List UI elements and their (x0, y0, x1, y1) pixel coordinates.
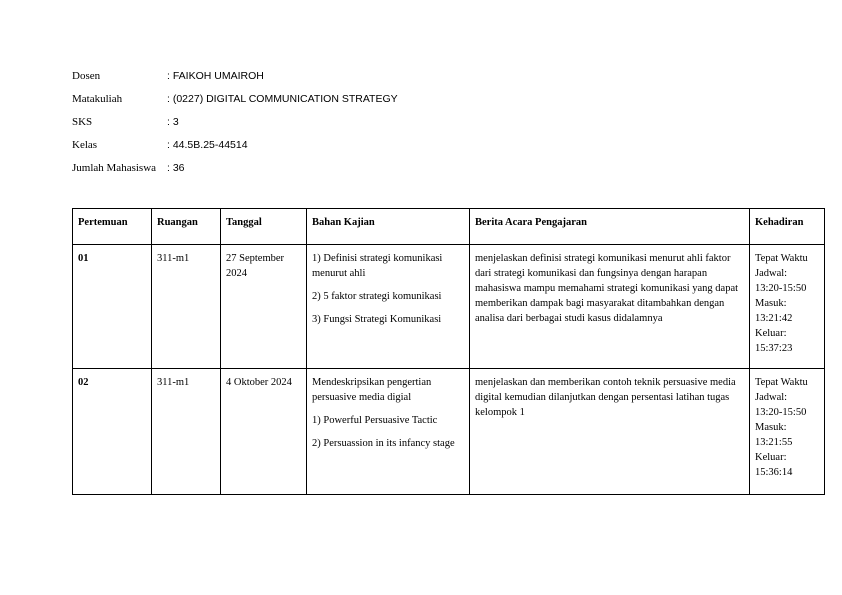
meta-row-dosen (72, 70, 398, 93)
cell-kehadiran (750, 245, 825, 369)
meta-row-sks (72, 116, 398, 139)
cell-ruangan: 311-m1 (152, 245, 221, 369)
header-tanggal: Tanggal (221, 209, 307, 245)
kehadiran-keluar-label: Keluar: (755, 452, 787, 463)
kehadiran-jadwal-value: 13:20-15:50 (755, 283, 807, 294)
table-row (73, 245, 825, 369)
cell-berita-acara: menjelaskan dan memberikan contoh teknik persuasive media digital kemudian dilanjutkan dengan persentasi latihan tugas kelompok 1 (470, 369, 750, 495)
meta-row-kelas (72, 139, 398, 162)
kehadiran-masuk-value: 13:21:42 (755, 313, 793, 324)
cell-pertemuan: 02 (73, 369, 152, 495)
cell-pertemuan: 01 (73, 245, 152, 369)
kehadiran-keluar-label: Keluar: (755, 328, 787, 339)
jumlah-label: Jumlah Mahasiswa (72, 162, 157, 174)
header-berita-acara: Berita Acara Pengajaran (470, 209, 750, 245)
meta-row-matakuliah (72, 93, 398, 116)
bahan-item: 1) Powerful Persuasive Tactic (312, 415, 438, 426)
kehadiran-masuk-label: Masuk: (755, 298, 787, 309)
kehadiran-keluar-value: 15:36:14 (755, 467, 793, 478)
header-bahan-kajian: Bahan Kajian (307, 209, 470, 245)
bahan-item: 2) 5 faktor strategi komunikasi (312, 291, 442, 302)
header-kehadiran: Kehadiran (750, 209, 825, 245)
sks-value: : 3 (167, 116, 179, 128)
bahan-item: Mendeskripsikan pengertian persuasive media digial (312, 377, 432, 403)
kehadiran-jadwal-value: 13:20-15:50 (755, 407, 807, 418)
jumlah-value: : 36 (167, 162, 185, 174)
sks-label: SKS (72, 116, 93, 128)
meta-row-jumlah (72, 162, 398, 185)
cell-tanggal: 4 Oktober 2024 (221, 369, 307, 495)
bahan-item: 1) Definisi strategi komunikasi menurut ahli (312, 253, 443, 279)
cell-bahan-kajian (307, 369, 470, 495)
bahan-item: 2) Persuassion in its infancy stage (312, 438, 455, 449)
kehadiran-masuk-value: 13:21:55 (755, 437, 793, 448)
kelas-label: Kelas (72, 139, 98, 151)
kehadiran-status: Tepat Waktu (755, 377, 808, 388)
bahan-item: 3) Fungsi Strategi Komunikasi (312, 314, 442, 325)
cell-bahan-kajian (307, 245, 470, 369)
cell-kehadiran (750, 369, 825, 495)
table-row (73, 369, 825, 495)
kehadiran-masuk-label: Masuk: (755, 422, 787, 433)
table-header-row (73, 209, 825, 245)
cell-ruangan: 311-m1 (152, 369, 221, 495)
kehadiran-jadwal-label: Jadwal: (755, 268, 788, 279)
kehadiran-keluar-value: 15:37:23 (755, 343, 793, 354)
matakuliah-value: : (0227) DIGITAL COMMUNICATION STRATEGY (167, 93, 398, 105)
attendance-table (72, 208, 825, 495)
header-pertemuan: Pertemuan (73, 209, 152, 245)
kehadiran-status: Tepat Waktu (755, 253, 808, 264)
dosen-label: Dosen (72, 70, 101, 82)
kehadiran-jadwal-label: Jadwal: (755, 392, 788, 403)
kelas-value: : 44.5B.25-44514 (167, 139, 248, 151)
cell-tanggal: 27 September 2024 (221, 245, 307, 369)
course-info (72, 70, 398, 185)
cell-berita-acara: menjelaskan definisi strategi komunikasi menurut ahli faktor dari strategi komunikasi dan fungsinya dengan harapan mahasiswa mampu memahami strategi komunikasi yang dapat memberikan dampak bagi masyarakat ditambahkan dengan analisa dari berbagai studi kasus didalamnya (470, 245, 750, 369)
dosen-value: : FAIKOH UMAIROH (167, 70, 264, 82)
header-ruangan: Ruangan (152, 209, 221, 245)
matakuliah-label: Matakuliah (72, 93, 123, 105)
